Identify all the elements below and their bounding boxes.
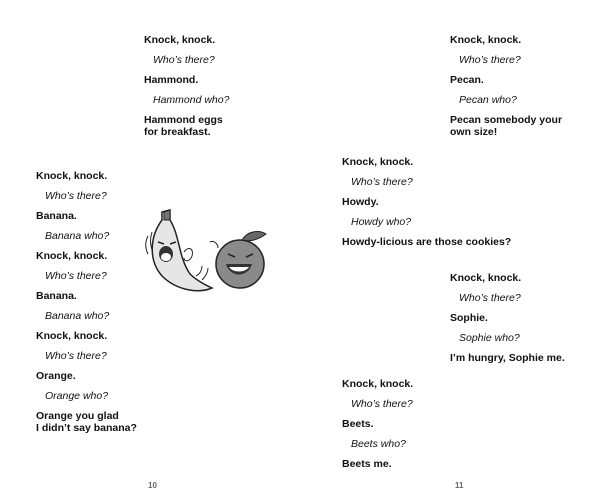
page-number-left: 10 <box>148 481 157 490</box>
joke-banana-orange <box>36 170 137 434</box>
joke-line: I’m hungry, Sophie me. <box>450 352 565 364</box>
joke-response-line: Pecan who? <box>459 94 517 106</box>
joke-response-line: Orange who? <box>45 390 109 402</box>
joke-response-line: Who’s there? <box>459 54 521 66</box>
joke-response-line: Banana who? <box>45 230 110 242</box>
joke-response-line: Hammond who? <box>153 94 230 106</box>
joke-line: Knock, knock. <box>342 156 414 168</box>
joke-line: Beets me. <box>342 458 392 470</box>
joke-response-line: Who’s there? <box>459 292 521 304</box>
joke-line: Orange. <box>36 370 76 382</box>
joke-line: Banana. <box>36 210 77 222</box>
joke-sophie <box>450 272 565 372</box>
joke-pecan <box>450 34 562 138</box>
joke-line: Knock, knock. <box>450 272 522 284</box>
joke-line: Knock, knock. <box>36 330 108 342</box>
joke-line: Sophie. <box>450 312 488 324</box>
joke-response-line: Who’s there? <box>45 190 107 202</box>
joke-line: Pecan. <box>450 74 484 86</box>
joke-response-line: Who’s there? <box>153 54 215 66</box>
joke-line: Howdy. <box>342 196 379 208</box>
joke-response-line: Banana who? <box>45 310 110 322</box>
joke-line: Banana. <box>36 290 77 302</box>
joke-line: Knock, knock. <box>36 250 108 262</box>
joke-response-line: Who’s there? <box>45 350 107 362</box>
joke-response-line: Howdy who? <box>351 216 412 228</box>
joke-line: Hammond eggs for breakfast. <box>144 114 223 138</box>
banana-icon <box>146 210 212 291</box>
joke-line: Orange you glad I didn’t say banana? <box>36 410 137 434</box>
joke-line: Knock, knock. <box>36 170 108 182</box>
joke-response-line: Sophie who? <box>459 332 520 344</box>
joke-line: Pecan somebody your own size! <box>450 114 563 138</box>
banana-orange-illustration <box>128 206 278 296</box>
joke-hammond <box>144 34 229 138</box>
joke-response-line: Beets who? <box>351 438 406 450</box>
joke-response-line: Who’s there? <box>45 270 107 282</box>
joke-howdy <box>342 156 511 256</box>
orange-icon <box>196 232 266 288</box>
page-number-right: 11 <box>455 481 464 490</box>
joke-line: Beets. <box>342 418 374 430</box>
joke-line: Knock, knock. <box>144 34 216 46</box>
joke-response-line: Who’s there? <box>351 398 413 410</box>
joke-line: Hammond. <box>144 74 199 86</box>
joke-line: Howdy-licious are those cookies? <box>342 236 512 248</box>
joke-response-line: Who’s there? <box>351 176 413 188</box>
joke-line: Knock, knock. <box>342 378 414 390</box>
joke-beets <box>342 378 413 478</box>
joke-line: Knock, knock. <box>450 34 522 46</box>
